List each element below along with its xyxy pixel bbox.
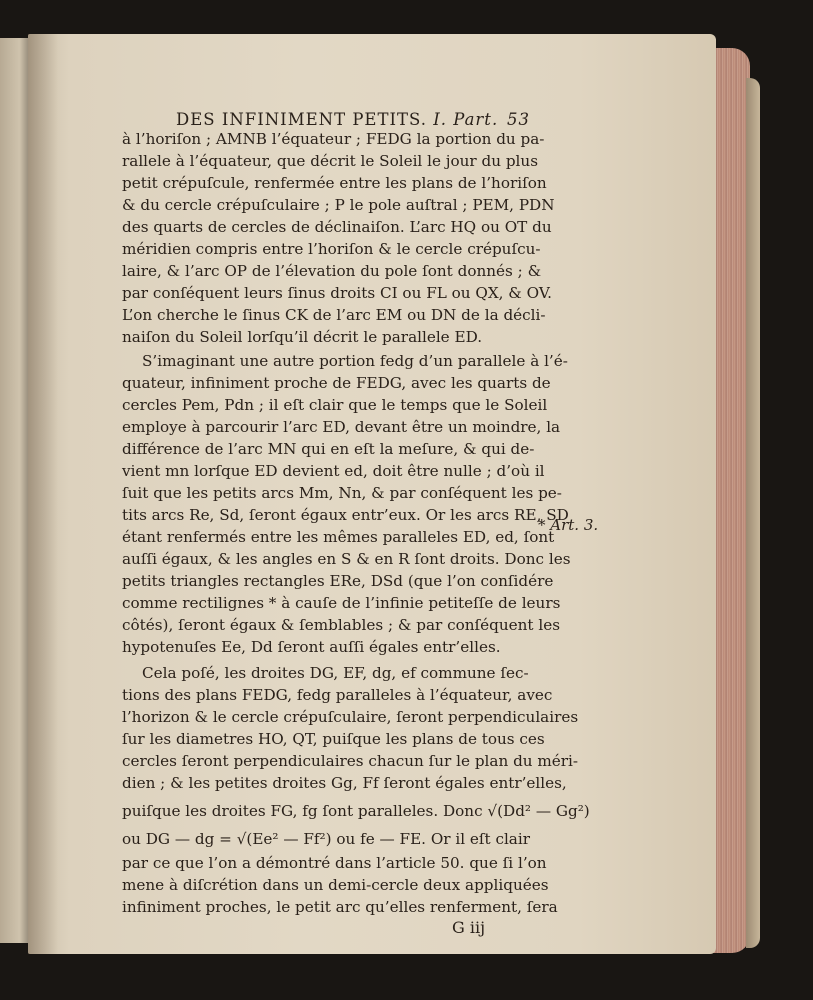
signature-mark: G iij (452, 918, 486, 937)
text-line: cercles ſeront perpendiculaires chacun ſur le plan du méri- (122, 752, 579, 770)
text-line: naiſon du Soleil lorſqu’il décrit le parallele ED. (122, 328, 483, 346)
text-line: vient mn lorſque ED devient ed, doit être nulle ; d’où il (122, 462, 545, 480)
text-line: petits triangles rectangles ERe, DSd (que l’on conſidére (122, 572, 554, 590)
text-line: employe à parcourir l’arc ED, devant être un moindre, la (122, 418, 561, 436)
text-line: ou DG — dg = √(Ee² — Ff²) ou fe — FE. Or il eſt clair (122, 830, 530, 848)
margin-note: * Art. 3. (538, 516, 599, 534)
text-line: & du cercle crépuſculaire ; P le pole auſtral ; PEM, PDN (122, 196, 555, 214)
text-line: rallele à l’équateur, que décrit le Soleil le jour du plus (122, 152, 538, 170)
text-line: S’imaginant une autre portion fedg d’un parallele à l’é- (142, 352, 568, 370)
text-line: laire, & l’arc OP de l’élevation du pole ſont donnés ; & (122, 262, 542, 280)
text-line: puiſque les droites FG, fg ſont paralleles. Donc √(Dd² — Gg²) (122, 802, 590, 820)
text-line: hypotenuſes Ee, Dd ſeront auſſi égales entr’elles. (122, 638, 501, 656)
text-line: par ce que l’on a démontré dans l’article 50. que ſi l’on (122, 854, 547, 872)
text-line: étant renfermés entre les mêmes paralleles ED, ed, ſont (122, 528, 555, 546)
page-number: 53 (507, 110, 530, 129)
text-line: méridien compris entre l’horiſon & le cercle crépuſcu- (122, 240, 541, 258)
text-line: tits arcs Re, Sd, ſeront égaux entr’eux. Or les arcs RE, SD (122, 506, 569, 524)
text-line: L’on cherche le ſinus CK de l’arc EM ou DN de la décli- (122, 306, 546, 324)
part-label: I. Part. (433, 110, 499, 129)
text-line: auſſi égaux, & les angles en S & en R ſont droits. Donc les (122, 550, 571, 568)
text-line: comme rectilignes * à cauſe de l’infinie petiteſſe de leurs (122, 594, 561, 612)
text-line: mene à diſcrétion dans un demi-cercle deux appliquées (122, 876, 549, 894)
text-line: ſur les diametres HO, QT, puiſque les plans de tous ces (122, 730, 545, 748)
text-line: ſuit que les petits arcs Mm, Nn, & par conſéquent les pe- (122, 484, 562, 502)
text-line: cercles Pem, Pdn ; il eſt clair que le temps que le Soleil (122, 396, 548, 414)
text-line: l’horizon & le cercle crépuſculaire, ſeront perpendiculaires (122, 708, 579, 726)
text-line: Cela poſé, les droites DG, EF, dg, ef commune ſec- (142, 664, 529, 682)
running-title: DES INFINIMENT PETITS. (176, 110, 427, 129)
text-line: tions des plans FEDG, fedg paralleles à l’équateur, avec (122, 686, 553, 704)
left-page-edge (0, 38, 28, 943)
text-line: infiniment proches, le petit arc qu’elles renferment, ſera (122, 898, 558, 916)
text-line: à l’horiſon ; AMNB l’équateur ; FEDG la portion du pa- (122, 130, 545, 148)
text-line: petit crépuſcule, renfermée entre les plans de l’horiſon (122, 174, 547, 192)
text-line: des quarts de cercles de déclinaiſon. L’arc HQ ou OT du (122, 218, 552, 236)
text-line: côtés), ſeront égaux & ſemblables ; & par conſéquent les (122, 616, 560, 634)
text-line: par conſéquent leurs ſinus droits CI ou FL ou QX, & OV. (122, 284, 552, 302)
text-line: dien ; & les petites droites Gg, Ff ſeront égales entr’elles, (122, 774, 567, 792)
text-line: différence de l’arc MN qui en eſt la meſure, & qui de- (122, 440, 535, 458)
gutter-shadow (28, 34, 58, 954)
text-line: quateur, infiniment proche de FEDG, avec les quarts de (122, 374, 551, 392)
